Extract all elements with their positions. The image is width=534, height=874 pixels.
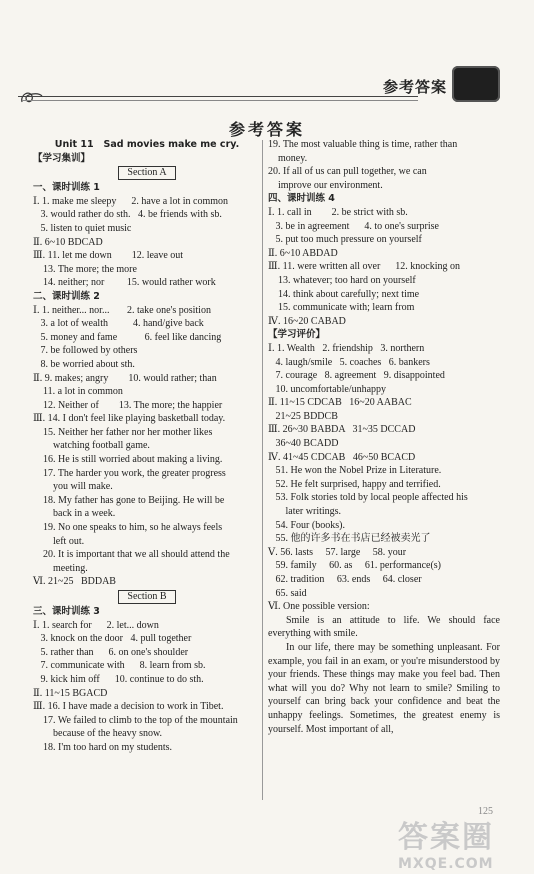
left-column (33, 138, 261, 755)
answer-line: you will make. (33, 481, 113, 493)
answer-line: 5. money and fame 6. feel like dancing (33, 331, 222, 343)
answer-line: 13. The more; the more (33, 263, 137, 275)
answer-line: 4. laugh/smile 5. coaches 6. bankers (268, 356, 430, 368)
answer-line: 36~40 BCADD (268, 438, 339, 450)
answer-line: 52. He felt surprised, happy and terrified. (268, 478, 441, 490)
answer-line: 11. a lot in common (33, 386, 123, 398)
answer-line: 54. Four (books). (268, 519, 345, 531)
answer-line: Ⅱ. 11~15 BGACD (33, 687, 108, 699)
answer-line: 7. communicate with 8. learn from sb. (33, 660, 206, 672)
answer-line: 51. He won the Nobel Prize in Literature. (268, 465, 442, 477)
answer-line: left out. (33, 535, 85, 547)
watermark-text: 答案圈 (398, 820, 494, 855)
answer-line: meeting. (33, 562, 88, 574)
answer-line: Ⅵ. One possible version: (268, 601, 370, 613)
header-rule (18, 96, 418, 97)
header-rule-secondary (22, 100, 418, 101)
answer-line: 12. Neither of 13. The more; the happier (33, 399, 223, 411)
answer-line: 8. be worried about sth. (33, 358, 135, 370)
answer-line: Ⅱ. 9. makes; angry 10. would rather; than (33, 372, 217, 384)
answer-line: 20. If all of us can pull together, we can (268, 166, 427, 178)
answer-line: Ⅲ. 11. were written all over 12. knocking on (268, 261, 461, 273)
answer-line: 18. I'm too hard on my students. (33, 741, 173, 753)
answer-line: 7. courage 8. agreement 9. disappointed (268, 370, 445, 382)
answer-line: 9. kick him off 10. continue to do sth. (33, 673, 204, 685)
answer-line: 15. communicate with; learn from (268, 302, 415, 314)
watermark-logo (398, 812, 528, 870)
right-column (268, 138, 500, 736)
answer-line: improve our environment. (268, 179, 383, 191)
answer-line: 3. a lot of wealth 4. hand/give back (33, 318, 204, 330)
answer-line: money. (268, 152, 308, 164)
section-heading (33, 589, 261, 605)
answer-line: 19. The most valuable thing is time, rather than (268, 139, 458, 150)
answer-line: Ⅲ. 16. I have made a decision to work in Tibet. (33, 701, 224, 713)
answer-line: 3. knock on the door 4. pull together (33, 633, 192, 645)
answer-line: 19. No one speaks to him, so he always feels (33, 522, 223, 534)
answer-line: 5. listen to quiet music (33, 222, 132, 234)
answer-line: Ⅰ. 1. search for 2. let... down (33, 619, 159, 631)
answer-line: because of the heavy snow. (33, 728, 163, 740)
answer-line: Ⅵ. 21~25 BDDAB (33, 576, 116, 588)
answer-line: 5. put too much pressure on yourself (268, 234, 422, 246)
page-title: 参考答案 (228, 120, 305, 139)
answer-line: 18. My father has gone to Beijing. He will be (33, 494, 225, 506)
heading-line: Unit 11 Sad movies make me cry. (54, 139, 240, 150)
heading-line: 【学习评价】 (268, 329, 326, 341)
answer-line: later writings. (268, 506, 342, 518)
answer-line: Ⅴ. 56. lasts 57. large 58. your (268, 546, 407, 558)
section-label: Section B (118, 590, 175, 604)
answer-line: watching football game. (33, 440, 150, 452)
answer-line: Ⅲ. 26~30 BABDA 31~35 DCCAD (268, 424, 416, 436)
answer-line: 14. neither; nor 15. would rather work (33, 277, 216, 289)
answer-line: 7. be followed by others (33, 345, 138, 357)
answer-line: 14. think about carefully; next time (268, 288, 420, 300)
answer-line: 21~25 BDDCB (268, 410, 338, 422)
answer-line: Ⅰ. 1. make me sleepy 2. have a lot in common (33, 195, 229, 207)
answer-line: Ⅰ. 1. call in 2. be strict with sb. (268, 206, 408, 218)
answer-line: 10. uncomfortable/unhappy (268, 383, 387, 395)
essay-paragraph: In our life, there may be something unpleasant. For example, you fail in an exam, or you're misunderstood by your friends. These things may make you feel bad. Then what will you do? Why not learn to smile? Smiling to yourself can bring back your confidence and beat the unhappy feelings. Sometimes, the greatest enemy is yourself. Most important of all, (268, 641, 500, 735)
answer-line: 3. would rather do sth. 4. be friends with sb. (33, 209, 222, 221)
answer-line: Ⅱ. 6~10 ABDAD (268, 247, 338, 259)
answer-line: 20. It is important that we all should attend the (33, 549, 230, 561)
page-number: 125 (478, 806, 493, 817)
answer-line: 59. family 60. as 61. performance(s) (268, 560, 442, 572)
heading-line: 【学习集训】 (33, 152, 91, 164)
essay-paragraph: Smile is an attitude to life. We should face everything with smile. (268, 614, 500, 640)
answer-line: 5. rather than 6. on one's shoulder (33, 646, 189, 658)
heading-line: 四、课时训练 4 (268, 193, 335, 205)
header-swirl-icon (18, 86, 44, 108)
answer-line: 13. whatever; too hard on yourself (268, 274, 416, 286)
answer-line: Ⅱ. 6~10 BDCAD (33, 236, 103, 248)
answer-line: Ⅳ. 16~20 CABAD (268, 315, 346, 327)
header-title: 参考答案 (383, 78, 448, 96)
answer-line: 65. said (268, 587, 307, 599)
answer-line: 17. The harder you work, the greater progress (33, 467, 226, 479)
answer-line: 3. be in agreement 4. to one's surprise (268, 220, 439, 232)
answer-line: 53. Folk stories told by local people affected his (268, 492, 468, 504)
answer-line: Ⅲ. 11. let me down 12. leave out (33, 250, 184, 262)
answer-line: Ⅱ. 11~15 CDCAB 16~20 AABAC (268, 397, 412, 409)
answer-line: 17. We failed to climb to the top of the mountain (33, 714, 238, 726)
section-heading (33, 165, 261, 181)
column-divider (262, 140, 263, 800)
answer-line: 62. tradition 63. ends 64. closer (268, 574, 422, 585)
answer-line: 55. 他的许多书在书店已经被卖光了 (268, 533, 431, 545)
heading-line: 三、课时训练 3 (33, 606, 100, 617)
heading-line: 二、课时训练 2 (33, 290, 100, 302)
watermark-url: MXQE.COM (398, 856, 494, 872)
answer-line: back in a week. (33, 508, 116, 520)
answer-line: 16. He is still worried about making a living. (33, 454, 223, 466)
answer-line: Ⅳ. 41~45 CDCAB 46~50 BCACD (268, 451, 416, 463)
heading-line: 一、课时训练 1 (33, 182, 100, 194)
answer-line: Ⅰ. 1. Wealth 2. friendship 3. northern (268, 342, 425, 354)
header-badge-icon (452, 66, 500, 102)
section-label: Section A (118, 166, 175, 180)
answer-line: Ⅲ. 14. I don't feel like playing basketball today. (33, 413, 226, 425)
answer-line: Ⅰ. 1. neither... nor... 2. take one's position (33, 304, 211, 316)
answer-line: 15. Neither her father nor her mother likes (33, 426, 213, 438)
